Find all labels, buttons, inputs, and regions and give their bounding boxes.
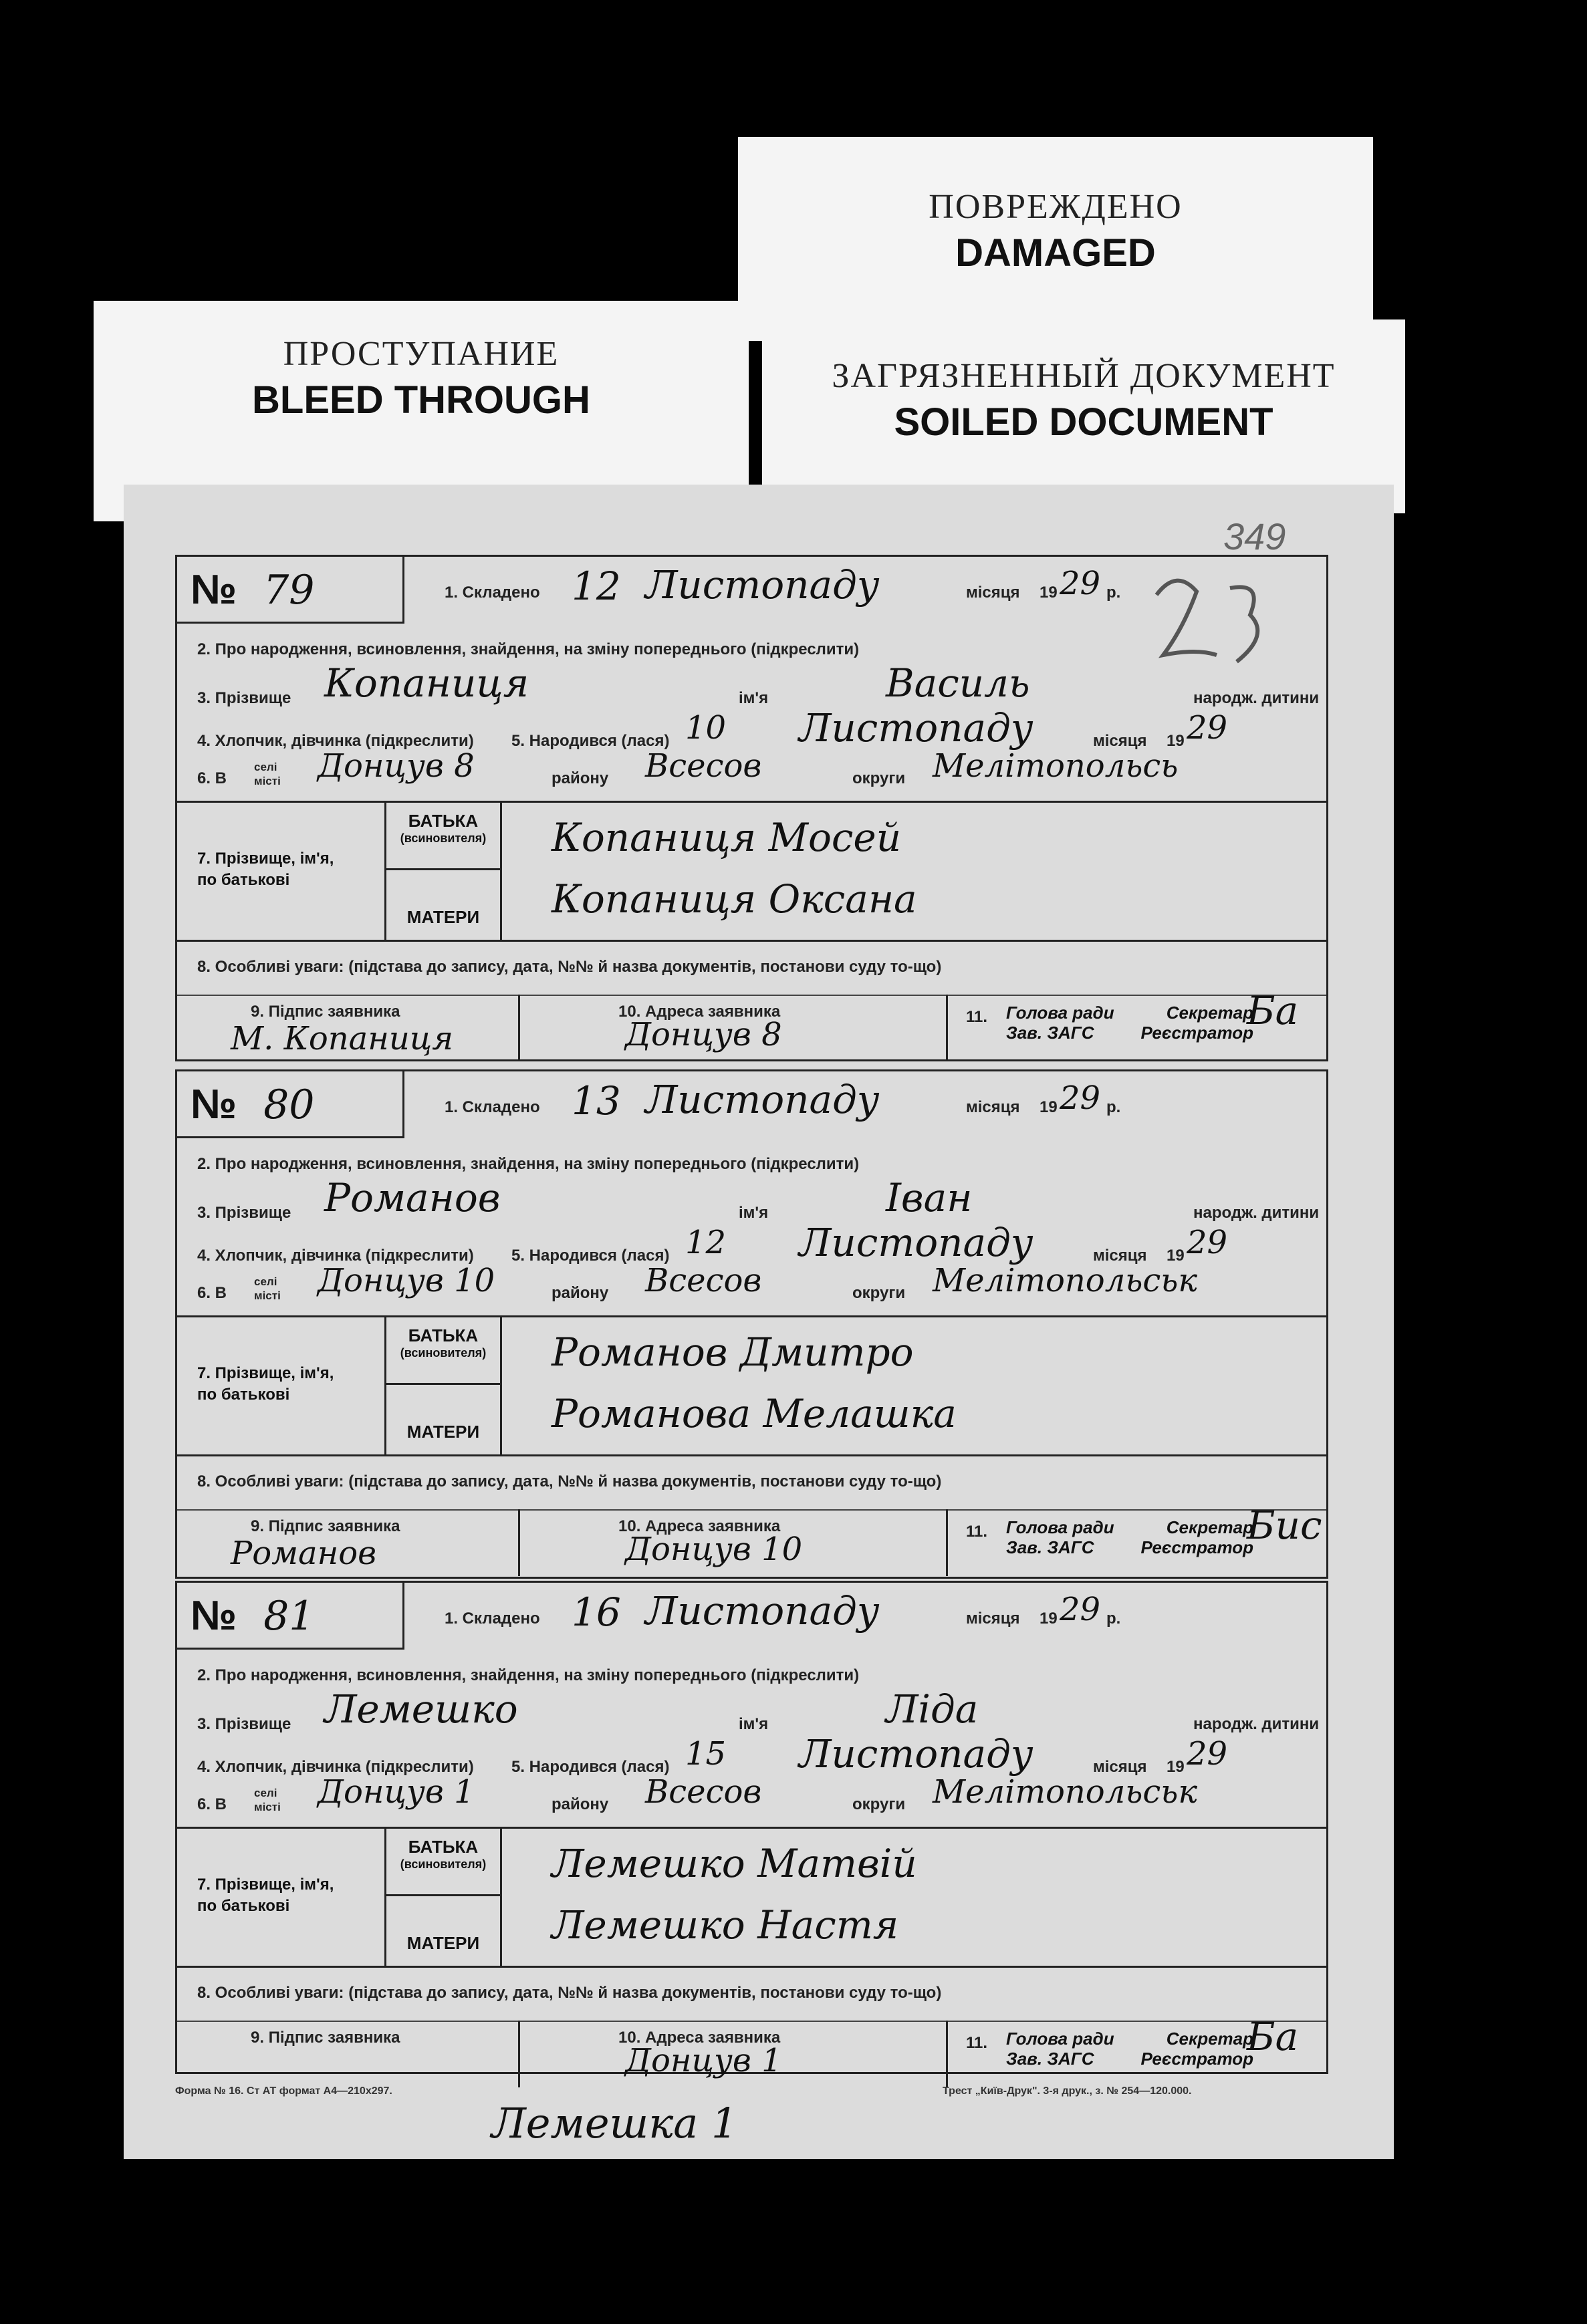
official-signature: Ба [1247,988,1299,1033]
born-month: Листопаду [799,1731,1033,1777]
born-year: 29 [1187,1735,1228,1773]
address-label: 10. Адреса заявника [618,1517,781,1535]
parents-column [384,1317,502,1454]
birth-okrug: Мелітопольськ [933,1262,1198,1299]
born-month-label: місяця [1093,1247,1147,1265]
year-prefix: 19 [1040,1098,1058,1116]
born-year-prefix: 19 [1167,732,1185,750]
number-symbol: № [191,1593,237,1639]
father-name: Копаниця Мосей [552,815,902,860]
born-year: 29 [1187,709,1228,747]
official-num-label: 11. [966,1523,988,1541]
name-label: ім'я [739,689,769,707]
registrar-label: Реєстратор [1140,2049,1253,2069]
soiled-label-ru: ЗАГРЯЗНЕННЫЙ ДОКУМЕНТ [832,357,1336,395]
head-label-text: Голова ради [1006,1517,1114,1537]
okrug-label: округи [852,1284,906,1302]
mother-label: МАТЕРИ [406,1422,480,1442]
child-label: народж. дитини [1193,1204,1320,1222]
born-label: 5. Народився (лася) [511,1247,670,1265]
birth-place: Донцув 1 [318,1773,475,1811]
head-label [1006,1517,1114,1557]
address-label: 10. Адреса заявника [618,2029,781,2047]
record-type-line: 2. Про народження, всиновлення, знайдення, на зміну попереднього (підкреслити) [197,640,860,658]
father-label [386,811,500,846]
birth-district: Всесов [645,1262,762,1299]
child-label: народж. дитини [1193,1715,1320,1733]
drawn-up-month: Листопаду [645,1588,880,1634]
place-label: 6. В [197,1284,227,1302]
father-name: Романов Дмитро [552,1329,914,1375]
father-name: Лемешко Матвій [552,1841,917,1886]
notes-label: 8. Особливі уваги: (підстава до запису, дата, №№ й назва документів, постанови суду то-що) [197,958,942,976]
head-label-text: Голова ради [1006,1003,1114,1023]
place-label: 6. В [197,769,227,787]
record-number: 80 [263,1081,315,1128]
father-sub-label: (всиновителя) [400,1346,487,1360]
official-num-label: 11. [966,2034,988,2052]
secretary-label-text: Секретар [1166,1003,1253,1023]
born-day: 12 [685,1224,727,1261]
damaged-label-en: DAMAGED [955,231,1156,275]
applicant-sig-label: 9. Підпис заявника [251,1517,400,1535]
secretary-label [1140,1517,1253,1557]
drawn-up-day: 12 [572,563,621,609]
birth-place: Донцув 10 [318,1262,495,1299]
record-type-line: 2. Про народження, всиновлення, знайдення, на зміну попереднього (підкреслити) [197,1155,860,1173]
number-symbol: № [191,1081,237,1128]
father-sub-label: (всиновителя) [400,1857,487,1871]
registrar-label: Реєстратор [1140,1537,1253,1557]
applicant-sig-label: 9. Підпис заявника [251,1003,400,1021]
applicant-signature-cell [177,995,520,1061]
drawn-up-month: Листопаду [645,562,880,608]
village-label: селі [254,761,277,773]
parents-label-line1: 7. Прізвище, ім'я, [197,850,334,868]
child-surname: Романов [324,1175,501,1220]
applicant-signature: Романов [231,1535,377,1572]
head-label-text: Голова ради [1006,2029,1114,2049]
child-name: Василь [886,660,1030,706]
bleed-label-ru: ПРОСТУПАНИЕ [283,335,560,373]
child-label: народж. дитини [1193,689,1320,707]
mother-label: МАТЕРИ [406,907,480,927]
drawn-up-day: 13 [572,1078,621,1124]
birth-record [175,555,1328,1061]
born-year: 29 [1187,1224,1228,1261]
parents-column [384,1829,502,1966]
applicant-signature-cell [177,1509,520,1576]
birth-district: Всесов [645,1773,762,1811]
head-label [1006,2029,1114,2069]
father-label-text: БАТЬКА [408,1837,479,1857]
applicant-address: Донцув 10 [625,1531,803,1568]
child-surname: Копаниця [324,660,529,706]
print-footer: Трест „Київ-Друк". 3-я друк., з. № 254—120.000. [943,2085,1192,2097]
birth-district: Всесов [645,747,762,785]
year-suffix: р. [1106,584,1121,602]
okrug-label: округи [852,1795,906,1813]
secretary-label [1140,1003,1253,1043]
head-label [1006,1003,1114,1043]
applicant-address: Донцув 1 [625,2042,782,2079]
official-signature: Бис [1247,1503,1322,1548]
parents-box [177,801,1326,942]
month-label: місяця [966,1609,1020,1628]
district-label: району [552,1284,609,1302]
record-number-box [177,1583,404,1650]
born-label: 5. Народився (лася) [511,1758,670,1776]
parents-divider [386,868,500,870]
drawn-up-day: 16 [572,1589,621,1635]
name-label: ім'я [739,1715,769,1733]
applicant-signature: М. Копаниця [231,1020,454,1057]
record-type-line: 2. Про народження, всиновлення, знайдення, на зміну попереднього (підкреслити) [197,1666,860,1684]
born-day: 15 [685,1735,727,1773]
sex-label: 4. Хлопчик, дівчинка (підкреслити) [197,1758,474,1776]
drawn-up-year: 29 [1060,1079,1101,1117]
notes-label: 8. Особливі уваги: (підстава до запису, дата, №№ й назва документів, постанови суду то-що) [197,1984,942,2002]
zags-label: Зав. ЗАГС [1006,1023,1094,1043]
drawn-up-label: 1. Складено [445,1609,540,1628]
applicant-address-cell [518,995,948,1061]
drawn-up-month: Листопаду [645,1077,880,1122]
birth-okrug: Мелітопольськ [933,1773,1198,1811]
town-label: місті [254,1289,281,1302]
child-surname: Лемешко [324,1686,518,1732]
district-label: району [552,1795,609,1813]
place-label: 6. В [197,1795,227,1813]
parents-box [177,1827,1326,1968]
okrug-label: округи [852,769,906,787]
father-label-text: БАТЬКА [408,1325,479,1345]
parents-label [197,848,334,891]
address-label: 10. Адреса заявника [618,1003,781,1021]
applicant-address: Донцув 8 [625,1016,782,1053]
month-label: місяця [966,1098,1020,1116]
father-label [386,1837,500,1871]
parents-label-line2: по батькові [197,1897,290,1915]
born-month-label: місяця [1093,732,1147,750]
year-prefix: 19 [1040,1609,1058,1628]
signature-row [177,1503,1326,1576]
year-suffix: р. [1106,1098,1121,1116]
registrar-label: Реєстратор [1140,1023,1253,1043]
damaged-label [738,137,1373,341]
parents-label [197,1363,334,1406]
parents-box [177,1315,1326,1456]
born-year-prefix: 19 [1167,1758,1185,1776]
parents-label-line1: 7. Прізвище, ім'я, [197,1876,334,1894]
father-label [386,1325,500,1360]
record-number: 81 [263,1593,315,1640]
applicant-address-cell [518,2021,948,2087]
record-number-box [177,1071,404,1138]
name-label: ім'я [739,1204,769,1222]
parents-label-line2: по батькові [197,1386,290,1404]
year-prefix: 19 [1040,584,1058,602]
born-month: Листопаду [799,705,1033,751]
mother-name: Копаниця Оксана [552,876,917,922]
born-month-label: місяця [1093,1758,1147,1776]
born-label: 5. Народився (лася) [511,732,670,750]
surname-label: 3. Прізвище [197,1204,291,1222]
bottom-note: Лемешка 1 [491,2099,738,2148]
born-year-prefix: 19 [1167,1247,1185,1265]
sex-label: 4. Хлопчик, дівчинка (підкреслити) [197,732,474,750]
secretary-label-text: Секретар [1166,2029,1253,2049]
damaged-label-ru: ПОВРЕЖДЕНО [929,188,1183,226]
notes-label: 8. Особливі уваги: (підстава до запису, дата, №№ й назва документів, постанови суду то-що) [197,1472,942,1491]
mother-name: Лемешко Настя [552,1902,899,1948]
born-day: 10 [685,709,727,747]
drawn-up-label: 1. Складено [445,1098,540,1116]
parents-column [384,803,502,940]
signature-row [177,2014,1326,2087]
parents-divider [386,1383,500,1385]
year-suffix: р. [1106,1609,1121,1628]
father-sub-label: (всиновителя) [400,831,487,845]
district-label: району [552,769,609,787]
bleed-label-en: BLEED THROUGH [252,378,590,422]
drawn-up-label: 1. Складено [445,584,540,602]
town-label: місті [254,1801,281,1813]
applicant-address-cell [518,1509,948,1576]
record-number-box [177,557,404,624]
record-number: 79 [263,567,315,614]
birth-record [175,1069,1328,1579]
village-label: селі [254,1787,277,1799]
number-symbol: № [191,567,237,613]
birth-place: Донцув 8 [318,747,475,785]
mother-name: Романова Мелашка [552,1391,957,1436]
signature-row [177,988,1326,1061]
birth-okrug: Мелітопольсь [933,747,1179,785]
parents-divider [386,1894,500,1896]
village-label: селі [254,1275,277,1288]
official-signature: Ба [1247,2014,1299,2059]
form-footer: Форма № 16. Ст АТ формат А4—210х297. [175,2085,392,2097]
parents-label-line1: 7. Прізвище, ім'я, [197,1364,334,1382]
secretary-label-text: Секретар [1166,1517,1253,1537]
parents-label [197,1874,334,1917]
applicant-signature-cell [177,2021,520,2087]
month-label: місяця [966,584,1020,602]
zags-label: Зав. ЗАГС [1006,1537,1094,1557]
father-label-text: БАТЬКА [408,811,479,831]
sex-label: 4. Хлопчик, дівчинка (підкреслити) [197,1247,474,1265]
archive-number: 349 [1223,515,1286,557]
parents-label-line2: по батькові [197,871,290,889]
secretary-label [1140,2029,1253,2069]
soiled-label-en: SOILED DOCUMENT [894,400,1273,444]
born-month: Листопаду [799,1220,1033,1265]
child-name: Ліда [886,1686,979,1732]
town-label: місті [254,775,281,787]
official-num-label: 11. [966,1008,988,1026]
drawn-up-year: 29 [1060,565,1101,602]
zags-label: Зав. ЗАГС [1006,2049,1094,2069]
surname-label: 3. Прізвище [197,689,291,707]
child-name: Іван [886,1175,973,1220]
applicant-sig-label: 9. Підпис заявника [251,2029,400,2047]
mother-label: МАТЕРИ [406,1933,480,1953]
birth-record [175,1581,1328,2079]
surname-label: 3. Прізвище [197,1715,291,1733]
drawn-up-year: 29 [1060,1591,1101,1628]
